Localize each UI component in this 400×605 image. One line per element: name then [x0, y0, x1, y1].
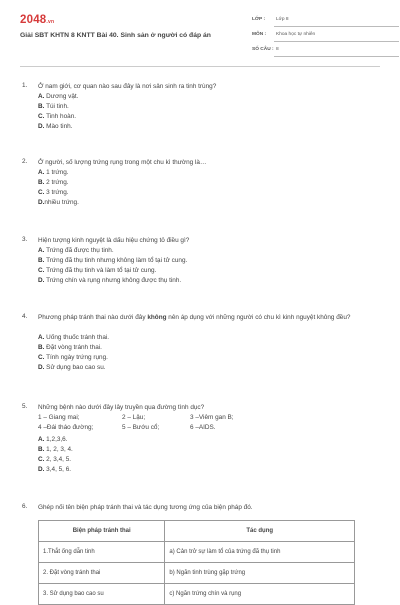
disease-item: 5 – Bướu cổ;	[122, 424, 160, 431]
option-text: 3,4, 5, 6.	[44, 466, 72, 473]
option-a[interactable]	[38, 169, 69, 176]
option-letter: B.	[38, 344, 45, 351]
option-letter: C.	[38, 113, 45, 120]
option-letter: D.	[38, 466, 45, 473]
logo-suffix: .vn	[46, 19, 55, 25]
option-d[interactable]	[38, 277, 181, 284]
table-cell: c) Ngăn trứng chín và rụng	[165, 584, 355, 605]
option-d[interactable]	[38, 364, 106, 371]
disease-item: 2 – Lậu;	[122, 414, 146, 421]
table-row	[39, 542, 355, 563]
option-letter: A.	[38, 436, 45, 443]
question-text: Ở nam giới, cơ quan nào sau đây là nơi sản sinh ra tinh trùng?	[38, 83, 217, 90]
table-row	[39, 563, 355, 584]
option-text: 2 trứng.	[44, 179, 69, 186]
option-c[interactable]	[38, 354, 108, 361]
option-d[interactable]	[38, 199, 79, 206]
option-a[interactable]	[38, 247, 114, 254]
option-text: 1, 2, 3, 4.	[44, 446, 73, 453]
option-text: Sử dụng bao cao su.	[44, 364, 106, 371]
option-letter: B.	[38, 257, 45, 264]
question-number: 2.	[22, 158, 28, 165]
option-d[interactable]	[38, 466, 71, 473]
meta-class	[252, 14, 399, 28]
site-logo[interactable]	[20, 14, 54, 26]
option-c[interactable]	[38, 456, 71, 463]
option-letter: C.	[38, 456, 45, 463]
option-a[interactable]	[38, 436, 68, 443]
question-text: Hiện tượng kinh nguyệt là dấu hiệu chứng tỏ điều gì?	[38, 237, 190, 244]
option-text: Mào tinh.	[44, 123, 73, 130]
meta-underline	[274, 26, 399, 27]
question-text: Ghép nối tên biện pháp tránh thai và tác dụng tương ứng của biện pháp đó.	[38, 504, 253, 511]
disease-item: 1 – Giang mai;	[38, 414, 80, 421]
disease-item: 6 –AIDS.	[190, 424, 216, 431]
option-text: Túi tinh.	[44, 103, 69, 110]
option-b[interactable]	[38, 103, 69, 110]
option-c[interactable]	[38, 189, 69, 196]
meta-question-count	[252, 44, 399, 58]
option-letter: A.	[38, 247, 45, 254]
option-text: Đặt vòng tránh thai.	[44, 344, 102, 351]
option-a[interactable]	[38, 334, 109, 341]
option-b[interactable]	[38, 257, 187, 264]
option-c[interactable]	[38, 267, 156, 274]
option-text: Trứng đã được thụ tinh.	[44, 247, 114, 254]
logo-number: 2048	[20, 14, 47, 26]
option-letter: D.	[38, 199, 45, 206]
option-text: Tinh hoàn.	[44, 113, 77, 120]
option-text: Uống thuốc tránh thai.	[44, 334, 110, 341]
option-letter: A.	[38, 93, 45, 100]
option-text: 1 trứng.	[44, 169, 69, 176]
question-number: 5.	[22, 403, 28, 410]
meta-value: Lớp 8	[276, 17, 289, 22]
option-letter: C.	[38, 189, 45, 196]
meta-value: 8	[276, 47, 279, 52]
option-text: Tính ngày trứng rụng.	[44, 354, 108, 361]
header-divider	[20, 66, 380, 67]
question-text: Ở người, số lượng trứng rụng trong một chu kì thường là…	[38, 159, 207, 166]
option-letter: D.	[38, 277, 45, 284]
option-letter: A.	[38, 169, 45, 176]
question-text-part: Phương pháp tránh thai nào dưới đây	[38, 314, 148, 321]
table-cell: 1.Thắt ống dẫn tinh	[39, 542, 165, 563]
option-d[interactable]	[38, 123, 72, 130]
option-letter: C.	[38, 354, 45, 361]
meta-underline	[274, 56, 399, 57]
option-c[interactable]	[38, 113, 76, 120]
question-number: 6.	[22, 503, 28, 510]
option-letter: D.	[38, 123, 45, 130]
option-letter: B.	[38, 103, 45, 110]
option-text: nhiều trứng.	[44, 199, 79, 206]
table-cell: b) Ngăn tinh trùng gặp trứng	[165, 563, 355, 584]
option-letter: A.	[38, 334, 45, 341]
question-number: 3.	[22, 236, 28, 243]
option-a[interactable]	[38, 93, 78, 100]
table-cell: a) Cản trở sự làm tổ của trứng đã thụ tinh	[165, 542, 355, 563]
disease-item: 4 –Đái tháo đường;	[38, 424, 94, 431]
meta-value: Khoa học tự nhiên	[276, 32, 316, 37]
disease-item: 3 –Viêm gan B;	[190, 414, 234, 421]
question-text: Những bệnh nào dưới đây lây truyền qua đường tình dục?	[38, 404, 205, 411]
option-letter: D.	[38, 364, 45, 371]
option-letter: B.	[38, 179, 45, 186]
option-text: Trứng đã thụ tinh nhưng không làm tổ tại tử cung.	[44, 257, 188, 264]
option-text: 1,2,3,6.	[44, 436, 68, 443]
table-cell: 2. Đặt vòng tránh thai	[39, 563, 165, 584]
option-text: 2, 3,4, 5.	[44, 456, 72, 463]
column-header: Tác dụng	[165, 521, 355, 542]
question-text	[38, 313, 383, 323]
document-header	[20, 14, 380, 64]
option-b[interactable]	[38, 446, 73, 453]
option-text: 3 trứng.	[44, 189, 69, 196]
meta-label: MÔN :	[252, 32, 267, 37]
meta-label: SỐ CÂU :	[252, 47, 274, 52]
option-b[interactable]	[38, 344, 102, 351]
matching-table	[38, 520, 355, 605]
option-text: Trứng đã thụ tinh và làm tổ tại tử cung.	[44, 267, 157, 274]
option-letter: C.	[38, 267, 45, 274]
question-text-part: nên áp dụng với những người có chu kì kinh nguyệt không đều?	[166, 314, 351, 321]
option-b[interactable]	[38, 179, 69, 186]
question-number: 4.	[22, 313, 28, 320]
meta-label: LỚP :	[252, 17, 266, 22]
meta-underline	[274, 41, 399, 42]
question-number: 1.	[22, 82, 28, 89]
table-cell: 3. Sử dụng bao cao su	[39, 584, 165, 605]
document-title: Giải SBT KHTN 8 KNTT Bài 40. Sinh sản ở người có đáp án	[20, 32, 211, 39]
option-text: Dương vật.	[44, 93, 79, 100]
table-row	[39, 584, 355, 605]
option-text: Trứng chín và rụng nhưng không được thụ tinh.	[44, 277, 182, 284]
option-letter: B.	[38, 446, 45, 453]
question-emphasis: không	[147, 314, 167, 321]
column-header: Biện pháp tránh thai	[39, 521, 165, 542]
meta-subject	[252, 29, 399, 43]
table-header-row	[39, 521, 355, 542]
